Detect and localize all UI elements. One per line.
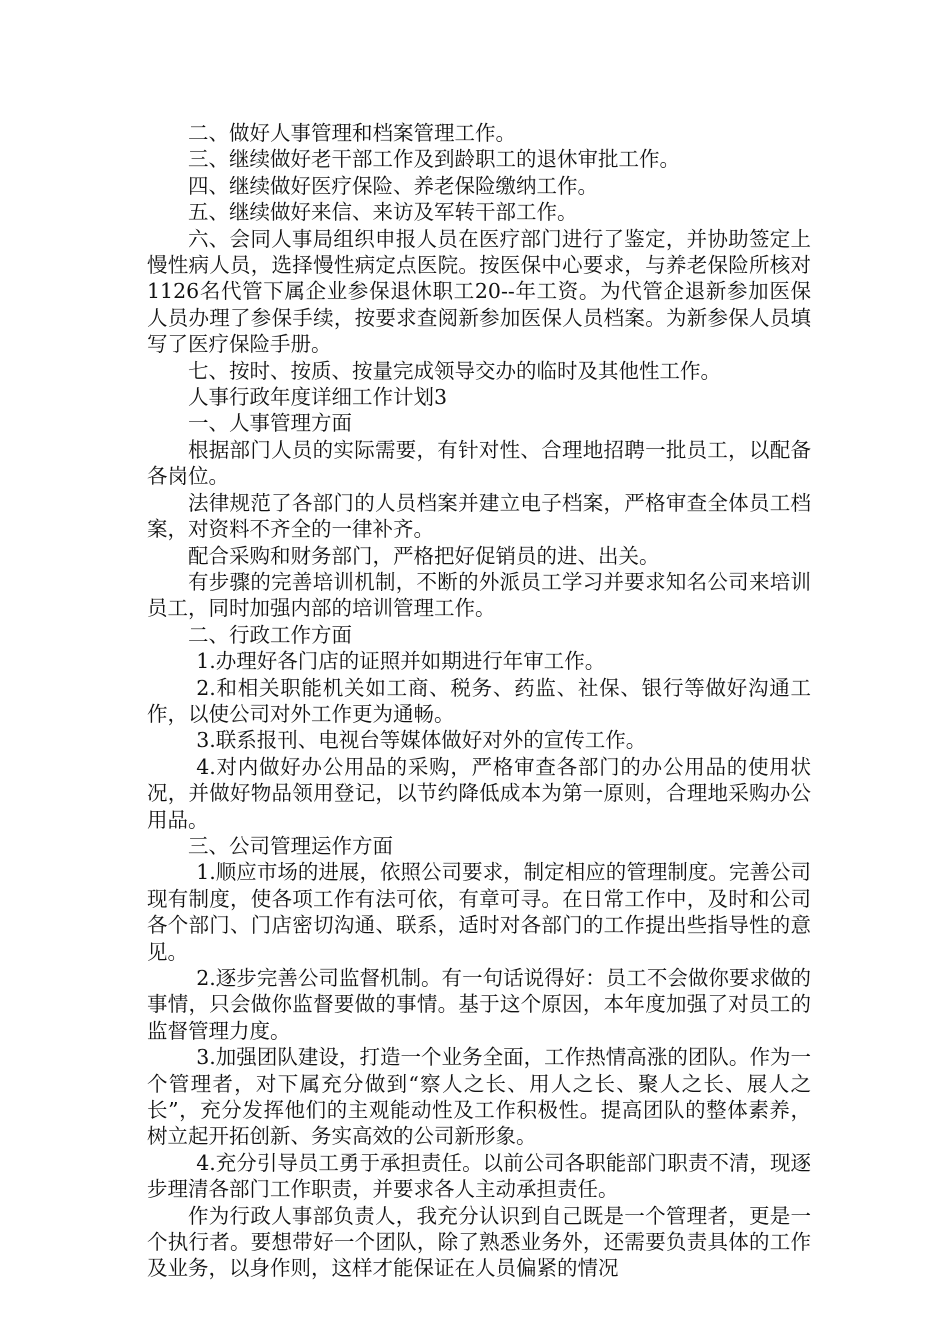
numbered-item: 3.加强团队建设，打造一个业务全面，工作热情高涨的团队。作为一个管理者，对下属充分做到“察人之长、用人之长、聚人之长、展人之长”，充分发挥他们的主观能动性及工作积极性。提高团队的整体素养，树立起开拓创新、务实高效的公司新形象。	[147, 1045, 811, 1149]
numbered-item: 1.顺应市场的进展，依照公司要求，制定相应的管理制度。完善公司现有制度，使各项工作有法可依，有章可寻。在日常工作中，及时和公司各个部门、门店密切沟通、联系，适时对各部门的工作提出些指导性的意见。	[147, 860, 811, 964]
numbered-item: 2.逐步完善公司监督机制。有一句话说得好：员工不会做你要求做的事情，只会做你监督要做的事情。基于这个原因，本年度加强了对员工的监督管理力度。	[147, 966, 811, 1043]
section-title: 人事行政年度详细工作计划3	[188, 385, 448, 410]
numbered-item: 4.对内做好办公用品的采购，严格审查各部门的办公用品的使用状况，并做好物品领用登记，以节约降低成本为第一原则，合理地采购办公用品。	[147, 754, 811, 832]
heading-company-management: 三、公司管理运作方面	[188, 833, 393, 858]
heading-personnel: 一、人事管理方面	[188, 411, 352, 436]
paragraph-2: 三、继续做好老干部工作及到龄职工的退休审批工作。	[188, 147, 680, 172]
heading-administration: 二、行政工作方面	[188, 622, 352, 647]
paragraph-1: 二、做好人事管理和档案管理工作。	[188, 121, 516, 145]
paragraph-12: 有步骤的完善培训机制，不断的外派员工学习并要求知名公司来培训员工，同时加强内部的培训管理工作。	[147, 569, 811, 621]
numbered-item: 1.办理好各门店的证照并如期进行年审工作。	[196, 649, 606, 674]
paragraph-9: 根据部门人员的实际需要，有针对性、合理地招聘一批员工，以配备各岗位。	[147, 437, 811, 489]
paragraph-3: 四、继续做好医疗保险、养老保险缴纳工作。	[188, 173, 598, 198]
document-body	[147, 120, 811, 1282]
numbered-item: 2.和相关职能机关如工商、税务、药监、社保、银行等做好沟通工作，以使公司对外工作更为通畅。	[147, 675, 811, 726]
paragraph-6: 七、按时、按质、按量完成领导交办的临时及其他性工作。	[188, 358, 721, 383]
numbered-item: 4.充分引导员工勇于承担责任。以前公司各职能部门职责不清，现逐步理清各部门工作职责，并要求各人主动承担责任。	[147, 1150, 811, 1202]
paragraph-closing: 作为行政人事部负责人，我充分认识到自己既是一个管理者，更是一个执行者。要想带好一个团队，除了熟悉业务外，还需要负责具体的工作及业务，以身作则，这样才能保证在人员偏紧的情况	[147, 1203, 811, 1281]
paragraph-4: 五、继续做好来信、来访及军转干部工作。	[188, 200, 578, 225]
numbered-item: 3.联系报刊、电视台等媒体做好对外的宣传工作。	[196, 728, 647, 753]
paragraph-11: 配合采购和财务部门，严格把好促销员的进、出关。	[188, 543, 660, 568]
paragraph-10: 法律规范了各部门的人员档案并建立电子档案，严格审查全体员工档案，对资料不齐全的一律补齐。	[147, 490, 811, 542]
paragraph-5: 六、会同人事局组织申报人员在医疗部门进行了鉴定，并协助签定上慢性病人员，选择慢性病定点医院。按医保中心要求，与养老保险所核对1126名代管下属企业参保退休职工20--年工资。为代管企退新参加医保人员办理了参保手续，按要求查阅新参加医保人员档案。为新参保人员填写了医疗保险手册。	[147, 226, 811, 357]
